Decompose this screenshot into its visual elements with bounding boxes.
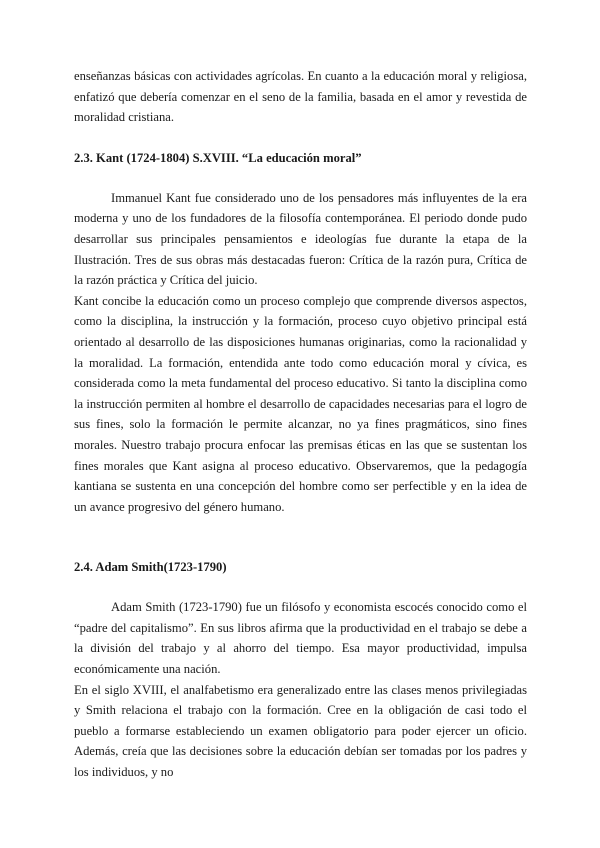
paragraph-smith-education: En el siglo XVIII, el analfabetismo era generalizado entre las clases menos privilegiadas y Smith relaciona el trabajo con la formación. Cree en la obligación de casi todo el pueblo a formarse estableciendo un examen obligatorio para poder ejercer un oficio. Además, creía que las decisiones sobre la educación debían ser tomadas por los padres y los individuos, y no bbox=[74, 682, 527, 780]
page-content bbox=[74, 66, 527, 783]
paragraph-intro: enseñanzas básicas con actividades agrícolas. En cuanto a la educación moral y religiosa, enfatizó que debería comenzar en el seno de la familia, basada en el amor y revestida de moralidad cristiana. bbox=[74, 69, 527, 125]
heading-smith: 2.4. Adam Smith(1723-1790) bbox=[74, 560, 227, 575]
paragraph-smith-bio: Adam Smith (1723-1790) fue un filósofo y economista escocés conocido como el “padre del capitalismo”. En sus libros afirma que la productividad en el trabajo se debe a la división del trabajo y al ahorro del tiempo. Esa mayor productividad, impulsa económicamente una nación. bbox=[74, 600, 527, 677]
paragraph-kant-education: Kant concibe la educación como un proceso complejo que comprende diversos aspectos, como la disciplina, la instrucción y la formación, proceso cuyo objetivo principal está orientado al desarrollo de las disposiciones humanas originarias, como la racionalidad y la moralidad. La formación, entendida ante todo como educación moral y cívica, es considerada como la meta fundamental del proceso educativo. Si tanto la disciplina como la instrucción permiten al hombre el desarrollo de capacidades necesarias para el logro de sus fines, solo la formación le permite alcanzar, no ya fines pragmáticos, sino fines morales. Nuestro trabajo procura enfocar las premisas éticas en las que se sustentan los fines morales que Kant asigna al proceso educativo. Observaremos, que la pedagogía kantiana se sustenta en una concepción del hombre como ser perfectible y en la idea de un avance progresivo del género humano. bbox=[74, 293, 527, 514]
paragraph-kant-bio: Immanuel Kant fue considerado uno de los pensadores más influyentes de la era moderna y uno de los fundadores de la filosofía contemporánea. El periodo donde pudo desarrollar sus principales pensamientos e ideologías fue durante la etapa de la Ilustración. Tres de sus obras más destacadas fueron: Crítica de la razón pura, Crítica de la razón práctica y Crítica del juicio. bbox=[74, 190, 527, 288]
heading-kant: 2.3. Kant (1724-1804) S.XVIII. “La educación moral” bbox=[74, 150, 362, 165]
